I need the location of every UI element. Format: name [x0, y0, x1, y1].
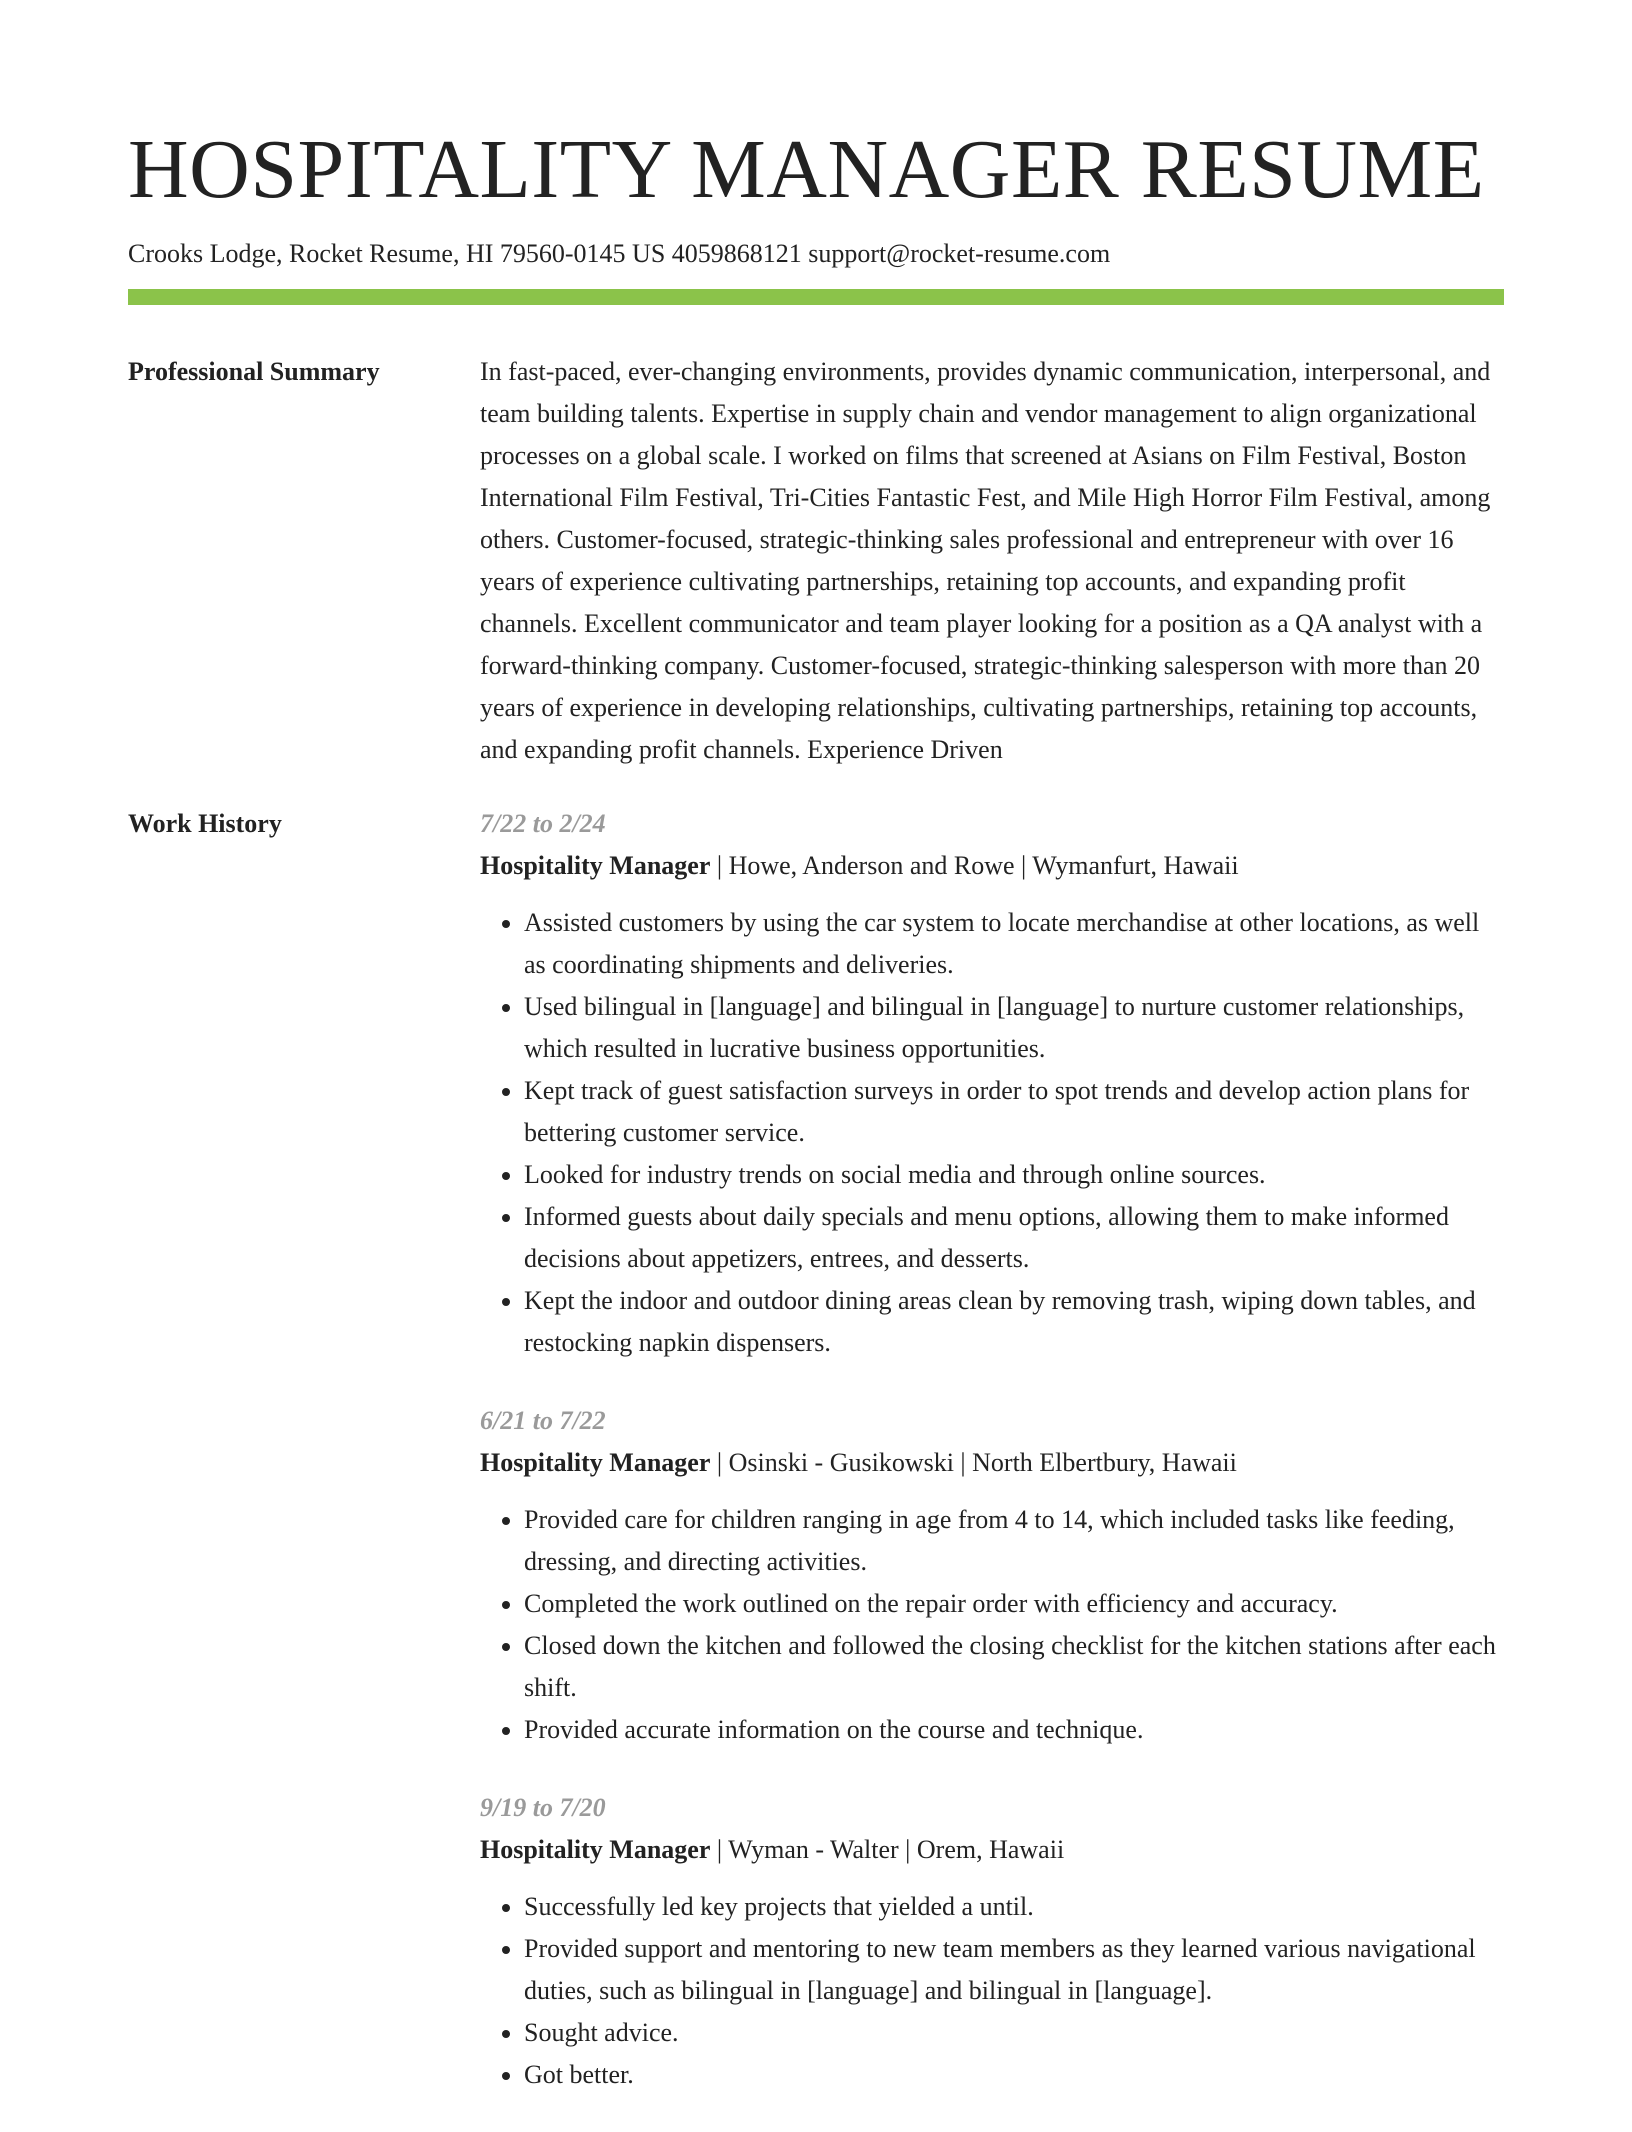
job-bullets	[480, 902, 1504, 1364]
job-details: | Wyman - Walter | Orem, Hawaii	[710, 1835, 1065, 1864]
job-entry	[480, 803, 1504, 1364]
resume-page	[128, 118, 1504, 2132]
job-bullet: • Used bilingual in [language] and bilingual in [language] to nurture customer relationships, which resulted in lucrative business opportunities.	[524, 986, 1504, 1070]
job-details: | Howe, Anderson and Rowe | Wymanfurt, Hawaii	[710, 851, 1239, 880]
summary-text: In fast-paced, ever-changing environments, provides dynamic communication, interpersonal, and team building talents. Expertise in supply chain and vendor management to align organizational processes on a global scale. I worked on films that screened at Asians on Film Festival, Boston International Film Festival, Tri-Cities Fantastic Fest, and Mile High Horror Film Festival, among others. Customer-focused, strategic-thinking sales professional and entrepreneur with over 16 years of experience cultivating partnerships, retaining top accounts, and expanding profit channels. Excellent communicator and team player looking for a position as a QA analyst with a forward-thinking company. Customer-focused, strategic-thinking salesperson with more than 20 years of experience in developing relationships, cultivating partnerships, retaining top accounts, and expanding profit channels. Experience Driven	[480, 357, 1491, 764]
job-bullets	[480, 1886, 1504, 2096]
job-dates: 7/22 to 2/24	[480, 809, 606, 838]
contact-address: Crooks Lodge, Rocket Resume, HI 79560-0145 US	[128, 239, 666, 268]
job-entry	[480, 1400, 1504, 1751]
job-title: Hospitality Manager	[480, 851, 711, 880]
job-bullet: • Provided support and mentoring to new team members as they learned various navigational duties, such as bilingual in [language] and bilingual in [language].	[524, 1928, 1504, 2012]
job-bullet: • Provided accurate information on the course and technique.	[524, 1709, 1504, 1751]
job-bullets	[480, 1499, 1504, 1751]
job-bullet: • Assisted customers by using the car system to locate merchandise at other locations, as well as coordinating shipments and deliveries.	[524, 902, 1504, 986]
contact-email: support@rocket-resume.com	[808, 239, 1111, 268]
work-history-label: Work History	[128, 809, 282, 838]
job-title: Hospitality Manager	[480, 1835, 711, 1864]
job-bullet: • Informed guests about daily specials and menu options, allowing them to make informed decisions about appetizers, entrees, and desserts.	[524, 1196, 1504, 1280]
summary-body	[480, 351, 1504, 771]
job-heading	[480, 1442, 1504, 1484]
job-heading	[480, 1829, 1504, 1871]
contact-phone: 4059868121	[671, 239, 802, 268]
job-details: | Osinski - Gusikowski | North Elbertbury, Hawaii	[710, 1448, 1237, 1477]
job-bullet: • Kept track of guest satisfaction surveys in order to spot trends and develop action plans for bettering customer service.	[524, 1070, 1504, 1154]
work-history-body	[480, 803, 1504, 2132]
job-bullet: • Sought advice.	[524, 2012, 1504, 2054]
job-entry	[480, 1787, 1504, 2096]
work-history-section	[128, 803, 1504, 2132]
job-bullet: • Looked for industry trends on social media and through online sources.	[524, 1154, 1504, 1196]
summary-section	[128, 351, 1504, 771]
header-divider	[128, 289, 1504, 305]
job-title: Hospitality Manager	[480, 1448, 711, 1477]
job-dates: 9/19 to 7/20	[480, 1793, 606, 1822]
job-dates: 6/21 to 7/22	[480, 1406, 606, 1435]
summary-label: Professional Summary	[128, 357, 380, 386]
contact-line	[128, 236, 1504, 272]
job-bullet: • Provided care for children ranging in age from 4 to 14, which included tasks like feeding, dressing, and directing activities.	[524, 1499, 1504, 1583]
job-heading	[480, 845, 1504, 887]
job-bullet: • Completed the work outlined on the repair order with efficiency and accuracy.	[524, 1583, 1504, 1625]
job-bullet: • Kept the indoor and outdoor dining areas clean by removing trash, wiping down tables, and restocking napkin dispensers.	[524, 1280, 1504, 1364]
resume-title: HOSPITALITY MANAGER RESUME	[128, 123, 1485, 216]
job-bullet: • Closed down the kitchen and followed the closing checklist for the kitchen stations after each shift.	[524, 1625, 1504, 1709]
job-bullet: • Got better.	[524, 2054, 1504, 2096]
job-bullet: • Successfully led key projects that yielded a until.	[524, 1886, 1504, 1928]
